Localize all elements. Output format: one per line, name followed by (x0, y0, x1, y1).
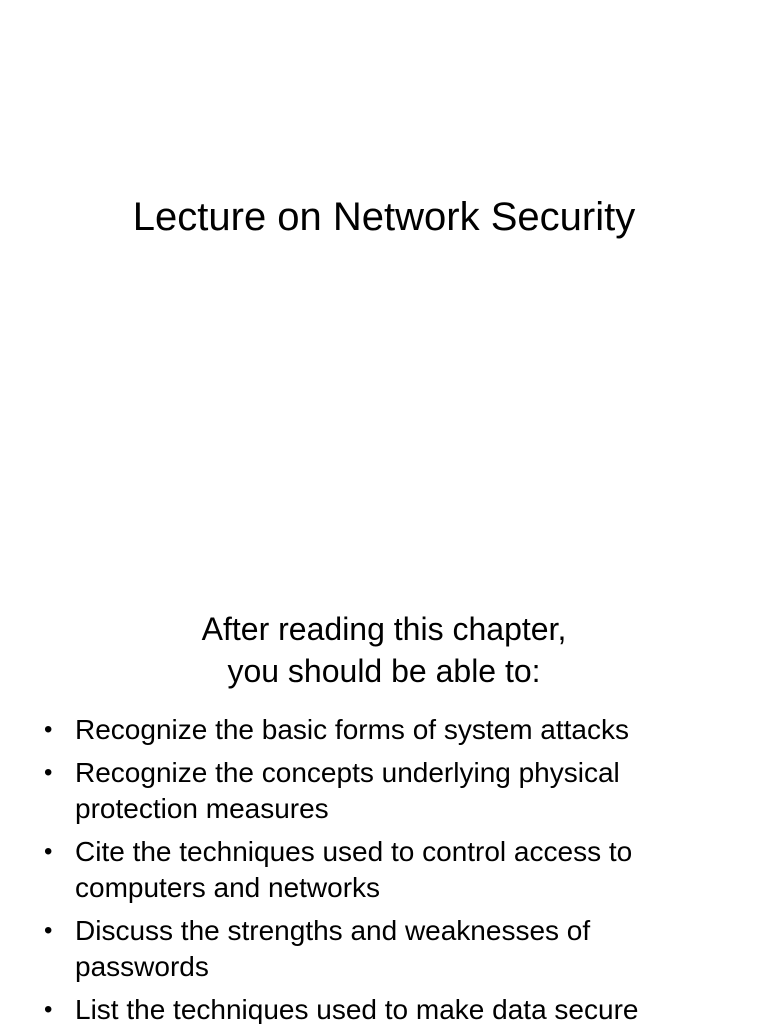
slide-title: Lecture on Network Security (132, 195, 636, 239)
objective-text: Recognize the basic forms of system attacks (75, 714, 629, 745)
objective-text: Cite the techniques used to control access to computers and networks (75, 836, 633, 903)
objective-item (44, 712, 724, 748)
objectives-list (44, 712, 724, 1024)
objective-item (44, 755, 724, 827)
bullet-icon: • (44, 838, 53, 865)
bullet-icon: • (44, 917, 53, 944)
objective-text: Recognize the concepts underlying physical protection measures (75, 757, 620, 824)
intro-line-1: After reading this chapter, (201, 611, 567, 647)
bullet-icon: • (44, 716, 53, 743)
objective-text: Discuss the strengths and weaknesses of passwords (75, 915, 591, 982)
intro-line-2: you should be able to: (227, 653, 541, 689)
bullet-icon: • (44, 996, 53, 1023)
objective-item (44, 913, 724, 985)
bullet-icon: • (44, 759, 53, 786)
objective-item (44, 992, 724, 1024)
objective-text: List the techniques used to make data secure (75, 994, 639, 1024)
intro-text (0, 608, 768, 692)
objective-item (44, 834, 724, 906)
